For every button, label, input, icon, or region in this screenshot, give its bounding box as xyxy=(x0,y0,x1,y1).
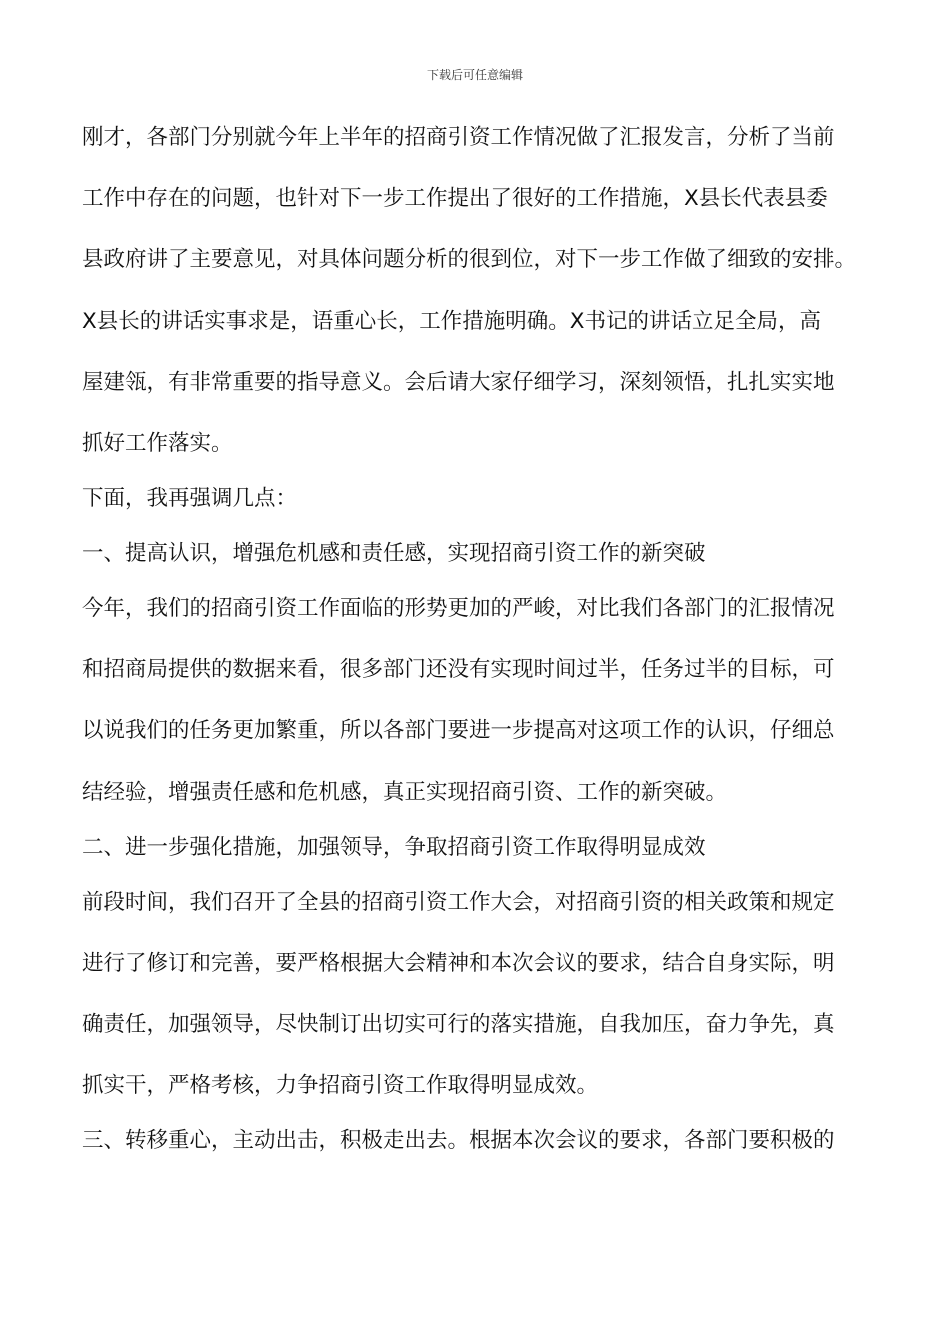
text-line: X县长的讲话实事求是，语重心长，工作措施明确。X书记的讲话立足全局，高 xyxy=(82,308,821,334)
text-line: 结经验，增强责任感和危机感，真正实现招商引资、工作的新突破。 xyxy=(82,779,728,805)
section-heading-3: 三、转移重心，主动出击，积极走出去。根据本次会议的要求，各部门要积极的 xyxy=(82,1128,835,1154)
text-line: 确责任，加强领导，尽快制订出切实可行的落实措施，自我加压，奋力争先，真 xyxy=(82,1011,835,1037)
text-line: 工作中存在的问题，也针对下一步工作提出了很好的工作措施，X县长代表县委 xyxy=(82,186,828,212)
text-line: 屋建瓴，有非常重要的指导意义。会后请大家仔细学习，深刻领悟，扎扎实实地 xyxy=(82,369,835,395)
text-line: 以说我们的任务更加繁重，所以各部门要进一步提高对这项工作的认识，仔细总 xyxy=(82,718,835,744)
page-header: 下载后可任意编辑 xyxy=(426,68,523,82)
section-heading-2: 二、进一步强化措施，加强领导，争取招商引资工作取得明显成效 xyxy=(82,834,706,860)
text-line: 抓实干，严格考核，力争招商引资工作取得明显成效。 xyxy=(82,1073,599,1099)
text-line: 和招商局提供的数据来看，很多部门还没有实现时间过半，任务过半的目标，可 xyxy=(82,657,835,683)
text-line: 今年，我们的招商引资工作面临的形势更加的严峻，对比我们各部门的汇报情况 xyxy=(82,595,835,621)
text-line: 前段时间，我们召开了全县的招商引资工作大会，对招商引资的相关政策和规定 xyxy=(82,889,835,915)
text-line: 抓好工作落实。 xyxy=(82,430,233,456)
text-line: 县政府讲了主要意见，对具体问题分析的很到位，对下一步工作做了细致的安排。 xyxy=(82,247,857,273)
text-line: 进行了修订和完善，要严格根据大会精神和本次会议的要求，结合自身实际，明 xyxy=(82,950,835,976)
document-body xyxy=(82,118,872,1182)
text-line: 下面，我再强调几点： xyxy=(82,485,298,511)
text-line: 刚才，各部门分别就今年上半年的招商引资工作情况做了汇报发言，分析了当前 xyxy=(82,125,835,150)
section-heading-1: 一、提高认识，增强危机感和责任感，实现招商引资工作的新突破 xyxy=(82,540,706,566)
